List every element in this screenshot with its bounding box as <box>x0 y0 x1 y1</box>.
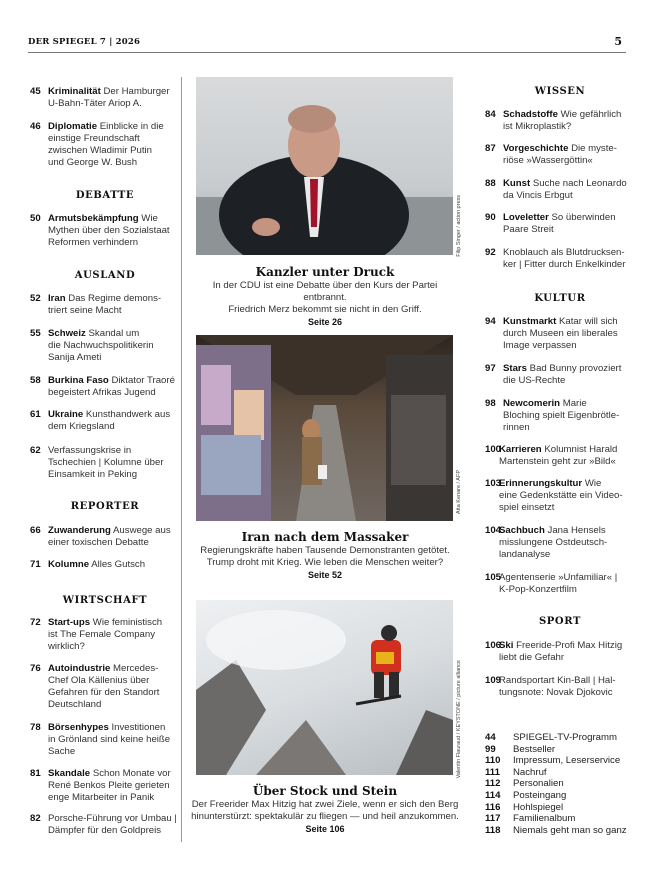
misc-item[interactable] <box>485 790 627 802</box>
story-merz[interactable] <box>190 264 460 328</box>
toc-entry[interactable] <box>485 109 635 133</box>
entry-kicker: Newcomerin <box>503 398 561 409</box>
entry-kicker: Skandale <box>48 768 91 779</box>
toc-entry[interactable] <box>485 363 635 387</box>
toc-entry[interactable] <box>485 143 635 167</box>
entry-kicker: Kriminalität <box>48 86 101 97</box>
entry-kicker: Burkina Faso <box>48 375 109 386</box>
page-ref[interactable]: 104 <box>485 525 502 536</box>
photo-skier <box>196 600 453 775</box>
entry-body <box>48 813 180 837</box>
entry-kicker: Sachbuch <box>499 525 545 536</box>
toc-entry[interactable] <box>30 663 180 711</box>
story-teaser: In der CDU ist eine Debatte über den Kurs der Partei entbrannt. Friedrich Merz bekommt sie nicht in den Griff. <box>212 280 438 315</box>
page-ref: 111 <box>485 766 500 778</box>
section-heading: SPORT <box>538 616 582 627</box>
entry-body <box>499 572 635 596</box>
entry-body <box>499 478 635 514</box>
photo-credit: Valentin Flauraud / KEYSTONE / picture alliance <box>456 660 462 779</box>
entry-text: Knoblauch als Blutdrucksen- ker | Fitter durch Enkelkinder <box>503 247 626 270</box>
entry-text: Katar will sich durch Museen ein liberales Image verpassen <box>503 316 618 351</box>
entry-body <box>48 375 180 399</box>
misc-label: Posteingang <box>513 789 567 801</box>
section-heading: DEBATTE <box>75 190 135 201</box>
entry-body <box>499 444 635 468</box>
toc-entry[interactable] <box>30 617 180 653</box>
toc-entry[interactable] <box>485 212 635 236</box>
photo-chancellor <box>196 77 453 255</box>
entry-text: Agentenserie »Unfamiliar« | K-Pop-Konzertfilm <box>499 572 618 595</box>
page-ref[interactable]: 50 <box>30 213 41 224</box>
section-heading: REPORTER <box>70 501 140 512</box>
toc-entry[interactable] <box>30 293 180 317</box>
entry-kicker: Kunstmarkt <box>503 316 557 327</box>
page-ref[interactable]: 46 <box>30 121 41 132</box>
entry-kicker: Erinnerungskultur <box>499 478 583 489</box>
toc-entry[interactable] <box>30 525 180 549</box>
entry-body <box>48 409 180 433</box>
entry-body <box>499 640 635 664</box>
story-title[interactable]: Über Stock und Stein <box>252 784 398 798</box>
entry-kicker: Ukraine <box>48 409 84 420</box>
entry-kicker: Iran <box>48 293 66 304</box>
page-ref[interactable]: 92 <box>485 247 496 258</box>
story-page[interactable]: Seite 26 <box>307 317 343 327</box>
page-ref[interactable]: 58 <box>30 375 41 386</box>
toc-entry[interactable] <box>485 525 635 561</box>
toc-entry[interactable] <box>30 768 180 804</box>
story-title[interactable]: Kanzler unter Druck <box>255 265 395 279</box>
misc-item[interactable] <box>485 778 627 790</box>
page-ref[interactable]: 62 <box>30 445 41 456</box>
story-teaser: Regierungskräfte haben Tausende Demonstranten getötet. Trump droht mit Krieg. Wie leben die Menschen weiter? <box>200 545 450 568</box>
misc-label: Hohlspiegel <box>513 801 564 813</box>
entry-text: Schon Monate vor René Benkos Pleite gerieten enge Mitarbeiter in Panik <box>48 768 171 803</box>
entry-text: Einblicke in die einstige Freundschaft zwischen Wladimir Putin und George W. Bush <box>48 121 164 168</box>
entry-kicker: Börsenhypes <box>48 722 109 733</box>
misc-label: SPIEGEL-TV-Programm <box>513 732 617 743</box>
entry-text: Wie eine Gedenkstätte ein Video- spiel einsetzt <box>499 478 623 513</box>
story-iran[interactable] <box>190 529 460 581</box>
story-image-merz <box>196 77 453 255</box>
page-ref: 99 <box>485 743 496 755</box>
page-ref: 118 <box>485 824 501 836</box>
photo-credit: Atta Kenare / AFP <box>456 470 462 515</box>
story-title[interactable]: Iran nach dem Massaker <box>241 530 409 544</box>
toc-entry[interactable] <box>30 86 180 110</box>
entry-text: Wie feministisch ist The Female Company wirklich? <box>48 617 163 652</box>
page-ref[interactable]: 84 <box>485 109 496 120</box>
toc-entry[interactable] <box>485 478 635 514</box>
column-divider <box>181 77 182 842</box>
page-ref[interactable]: 55 <box>30 328 41 339</box>
entry-kicker: Stars <box>503 363 527 374</box>
page-ref[interactable]: 71 <box>30 559 41 570</box>
toc-entry[interactable] <box>485 178 635 202</box>
page-ref[interactable]: 105 <box>485 572 502 583</box>
misc-item[interactable] <box>485 813 627 825</box>
section-heading: WISSEN <box>534 86 586 97</box>
story-page[interactable]: Seite 52 <box>307 570 343 580</box>
entry-body <box>503 143 635 167</box>
entry-body <box>48 213 180 249</box>
misc-item[interactable] <box>485 732 627 744</box>
entry-kicker: Start-ups <box>48 617 91 628</box>
entry-body <box>48 617 180 653</box>
entry-text: Auswege aus einer toxischen Debatte <box>48 525 171 548</box>
entry-body <box>48 293 180 317</box>
misc-label: Familienalbum <box>513 813 576 825</box>
story-ski[interactable] <box>190 783 460 835</box>
entry-text: Wie gefährlich ist Mikroplastik? <box>503 109 622 132</box>
entry-kicker: Kolumne <box>48 559 90 570</box>
misc-label: Nachruf <box>513 766 547 778</box>
page-ref[interactable]: 82 <box>30 813 41 824</box>
entry-body <box>503 247 635 271</box>
toc-entry[interactable] <box>485 316 635 352</box>
page-ref[interactable]: 103 <box>485 478 502 489</box>
photo-bazaar <box>196 335 453 521</box>
entry-kicker: Kunst <box>503 178 531 189</box>
entry-body <box>48 121 180 169</box>
entry-text: Der Hamburger U-Bahn-Täter Ariop A. <box>48 86 170 109</box>
entry-text: Diktator Traoré begeistert Afrikas Jugend <box>48 375 175 398</box>
entry-body <box>48 663 180 711</box>
entry-body <box>503 178 635 202</box>
page-ref: 112 <box>485 778 501 790</box>
page-ref: 116 <box>485 801 501 813</box>
toc-entry[interactable] <box>30 375 180 399</box>
section-heading: WIRTSCHAFT <box>62 595 148 606</box>
entry-text: So überwinden Paare Streit <box>503 212 616 235</box>
entry-text: Verfassungskrise in Tschechien | Kolumne über Einsamkeit in Peking <box>48 445 164 480</box>
page-ref[interactable]: 52 <box>30 293 41 304</box>
story-image-iran <box>196 335 453 521</box>
section-heading: AUSLAND <box>74 270 136 281</box>
story-page[interactable]: Seite 106 <box>305 824 345 834</box>
story-image-ski <box>196 600 453 775</box>
misc-label: Bestseller <box>513 743 556 755</box>
entry-text: Wie Mythen über den Sozialstaat Reformen verhindern <box>48 213 170 248</box>
entry-kicker: Autoindustrie <box>48 663 111 674</box>
entry-body <box>48 86 180 110</box>
misc-item[interactable] <box>485 825 627 837</box>
page-ref: 44 <box>485 732 496 743</box>
misc-item[interactable] <box>485 767 627 779</box>
misc-item[interactable] <box>485 755 627 767</box>
entry-body <box>503 109 635 133</box>
page-ref[interactable]: 72 <box>30 617 41 628</box>
page-ref[interactable]: 109 <box>485 675 502 686</box>
entry-body <box>48 559 180 571</box>
page-ref[interactable]: 97 <box>485 363 496 374</box>
misc-item[interactable] <box>485 744 627 756</box>
toc-entry[interactable] <box>485 640 635 664</box>
entry-body <box>499 675 635 699</box>
toc-entry[interactable] <box>30 445 180 481</box>
misc-label: Impressum, Leserservice <box>513 755 621 767</box>
magazine-issue: DER SPIEGEL 7 | 2026 <box>28 37 141 47</box>
page-ref[interactable]: 61 <box>30 409 41 420</box>
entry-body <box>48 445 180 481</box>
entry-text: Die myste- riöse »Wassergöttin« <box>503 143 617 166</box>
entry-text: Kolumnist Harald Martenstein geht zur »Bild« <box>499 444 618 467</box>
entry-body <box>48 768 180 804</box>
entry-text: Bad Bunny provoziert die US-Rechte <box>503 363 622 386</box>
toc-entry[interactable] <box>485 675 635 699</box>
entry-body <box>503 316 635 352</box>
misc-label: Personalien <box>513 778 564 790</box>
entry-text: Suche nach Leonardo da Vincis Erbgut <box>503 178 627 201</box>
toc-entry[interactable] <box>30 328 180 364</box>
toc-entry[interactable] <box>30 559 180 571</box>
page-number: 5 <box>614 35 622 48</box>
entry-body <box>48 525 180 549</box>
entry-kicker: Loveletter <box>503 212 549 223</box>
section-heading: KULTUR <box>534 293 586 304</box>
entry-text: Mercedes- Chef Ola Källenius über Gefahren für den Standort Deutschland <box>48 663 160 710</box>
entry-kicker: Schweiz <box>48 328 86 339</box>
entry-body <box>503 363 635 387</box>
toc-entry[interactable] <box>30 813 180 837</box>
entry-text: Das Regime demons- triert seine Macht <box>48 293 162 316</box>
page-ref[interactable]: 88 <box>485 178 496 189</box>
entry-kicker: Karrieren <box>499 444 542 455</box>
entry-text: Marie Bloching spielt Eigenbrötle- rinnen <box>503 398 620 433</box>
page-ref[interactable]: 106 <box>485 640 502 651</box>
entry-text: Porsche-Führung vor Umbau | Dämpfer für den Goldpreis <box>48 813 177 836</box>
page-ref[interactable]: 100 <box>485 444 502 455</box>
page-ref[interactable]: 76 <box>30 663 41 674</box>
page-ref[interactable]: 81 <box>30 768 41 779</box>
toc-entry[interactable] <box>30 121 180 169</box>
entry-kicker: Zuwanderung <box>48 525 111 536</box>
page-ref[interactable]: 78 <box>30 722 41 733</box>
entry-body <box>499 525 635 561</box>
page-ref[interactable]: 87 <box>485 143 496 154</box>
toc-entry[interactable] <box>30 409 180 433</box>
entry-kicker: Vorgeschichte <box>503 143 569 154</box>
toc-entry[interactable] <box>485 398 635 434</box>
page-ref: 114 <box>485 789 501 801</box>
entry-body <box>48 722 180 758</box>
entry-text: Randsportart Kin-Ball | Hal- tungsnote: Novak Djokovic <box>499 675 616 698</box>
entry-text: Alles Gutsch <box>91 559 146 570</box>
toc-entry[interactable] <box>485 247 635 271</box>
entry-kicker: Armutsbekämpfung <box>48 213 139 224</box>
toc-entry[interactable] <box>485 572 635 596</box>
page-ref[interactable]: 90 <box>485 212 496 223</box>
misc-list <box>485 732 627 836</box>
page-ref[interactable]: 98 <box>485 398 496 409</box>
toc-entry[interactable] <box>30 722 180 758</box>
photo-credit: Filip Singer / action press <box>456 195 462 257</box>
entry-text: Freeride-Profi Max Hitzig liebt die Gefahr <box>499 640 623 663</box>
entry-body <box>48 328 180 364</box>
page-ref[interactable]: 45 <box>30 86 41 97</box>
page-ref: 110 <box>485 755 501 767</box>
misc-label: Niemals geht man so ganz <box>513 824 627 836</box>
toc-entry[interactable] <box>485 444 635 468</box>
entry-body <box>503 398 635 434</box>
entry-kicker: Diplomatie <box>48 121 98 132</box>
toc-entry[interactable] <box>30 213 180 249</box>
entry-kicker: Schadstoffe <box>503 109 558 120</box>
page-ref[interactable]: 94 <box>485 316 496 327</box>
header-rule <box>28 52 626 53</box>
page-ref[interactable]: 66 <box>30 525 41 536</box>
entry-text: Kunsthandwerk aus dem Kriegsland <box>48 409 171 432</box>
entry-text: Skandal um die Nachwuchspolitikerin Sanija Ameti <box>48 328 154 363</box>
entry-text: Investitionen in Grönland sind keine heiße Sache <box>48 722 171 757</box>
page-ref: 117 <box>485 813 501 825</box>
entry-body <box>503 212 635 236</box>
story-teaser: Der Freerider Max Hitzig hat zwei Ziele, wenn er sich den Berg hinunterstürzt: spektakulär zu fliegen — und heil anzukommen. <box>191 799 459 822</box>
misc-item[interactable] <box>485 802 627 814</box>
entry-kicker: Ski <box>499 640 514 651</box>
entry-text: Jana Hensels misslungene Ostdeutsch- landanalyse <box>499 525 608 560</box>
